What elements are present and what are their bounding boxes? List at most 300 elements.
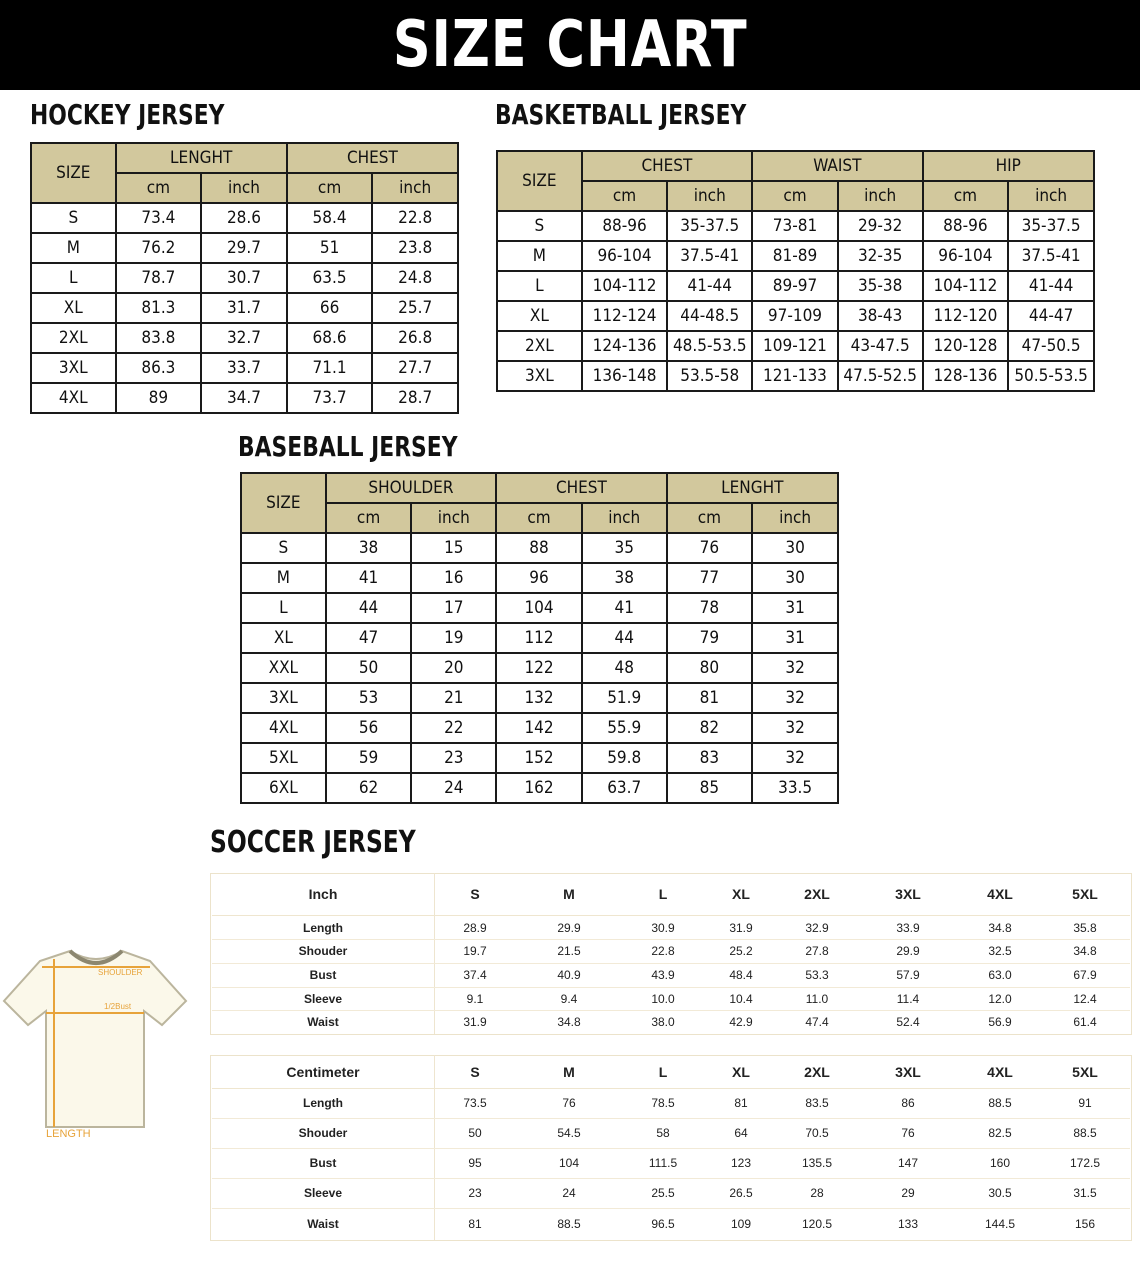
value-cell: 19.7 [463,944,487,958]
soccer-inch-header [212,873,1130,916]
value-cell: 122 [496,653,582,683]
value-cell: 86.3 [116,353,202,383]
value-cell: 30 [752,533,838,563]
value-cell: 12.4 [1073,991,1097,1006]
value-cell: 76.2 [116,233,202,263]
value-cell: 44-48.5 [667,301,752,331]
shoulder-label: SHOULDER [98,968,143,977]
value-cell: 30 [752,563,838,593]
value-cell: 34.8 [1073,944,1097,958]
size-header: SIZE [497,151,582,211]
value-cell: 41 [582,593,667,623]
value-cell: 30.7 [201,263,287,293]
value-cell: 34.8 [557,1015,581,1029]
value-cell: 44-47 [1008,301,1094,331]
value-cell: 78.7 [116,263,202,293]
value-cell: 20 [411,653,496,683]
unit-header: cm [496,503,582,533]
value-cell: 96.5 [651,1216,675,1231]
value-cell: 40.9 [557,968,581,982]
value-cell: 88 [496,533,582,563]
value-cell: 85 [667,773,753,803]
size-cell: 3XL [31,353,116,383]
value-cell: 29 [901,1186,915,1200]
table-row [212,939,1130,964]
table-row [212,1010,1130,1034]
value-cell: 132 [496,683,582,713]
value-cell: 28.9 [463,920,487,935]
value-cell: 104-112 [923,271,1009,301]
value-cell: 30.5 [988,1186,1012,1200]
value-cell: 37.4 [463,968,487,982]
value-cell: 32 [752,653,838,683]
value-cell: 44 [326,593,412,623]
measure-label: Shouder [298,944,348,958]
value-cell: 53.3 [805,968,829,982]
size-header: L [658,1063,668,1080]
value-cell: 172.5 [1069,1156,1101,1170]
value-cell: 47.5-52.5 [838,361,923,391]
size-cell: M [241,563,326,593]
length-label: LENGTH [46,1128,91,1140]
value-cell: 76 [901,1126,915,1140]
title-banner [0,0,1140,90]
value-cell: 82 [667,713,753,743]
value-cell: 70.5 [805,1126,829,1140]
table-row [241,653,838,683]
basketball-title: BASKETBALL JERSEY [495,98,747,131]
value-cell: 83.8 [116,323,202,353]
value-cell: 144.5 [984,1216,1016,1231]
value-cell: 76 [562,1096,576,1110]
hockey-table [30,142,459,414]
table-row [212,1088,1130,1119]
unit-header: inch [372,173,458,203]
value-cell: 41-44 [667,271,752,301]
value-cell: 31.5 [1073,1186,1097,1200]
value-cell: 133 [897,1216,919,1231]
value-cell: 61.4 [1073,1015,1097,1029]
value-cell: 24 [562,1186,576,1200]
measure-label: Waist [307,1216,339,1231]
value-cell: 97-109 [752,301,838,331]
value-cell: 35.8 [1073,920,1097,935]
value-cell: 81 [468,1216,482,1231]
table-row [31,383,458,413]
value-cell: 162 [496,773,582,803]
value-cell: 64 [734,1126,748,1140]
value-cell: 58 [656,1126,670,1140]
value-cell: 51 [287,233,373,263]
size-header: 2XL [804,886,830,902]
value-cell: 50 [326,653,412,683]
value-cell: 104-112 [582,271,668,301]
unit-header: cm [667,503,753,533]
size-header: 5XL [1072,886,1098,902]
size-header: SIZE [31,143,116,203]
measure-label: Length [303,1096,343,1110]
unit-header: inch [838,181,923,211]
value-cell: 66 [287,293,373,323]
value-cell: 9.1 [466,991,484,1006]
unit-header: cm [752,181,838,211]
value-cell: 32 [752,713,838,743]
table-row [497,301,1094,331]
size-header: L [658,886,668,902]
value-cell: 38 [582,563,667,593]
value-cell: 89 [116,383,202,413]
value-cell: 35-37.5 [667,211,752,241]
size-cell: L [31,263,116,293]
table-row [212,1178,1130,1209]
value-cell: 35-38 [838,271,923,301]
value-cell: 38 [326,533,412,563]
value-cell: 25.7 [372,293,458,323]
value-cell: 43.9 [651,968,675,982]
value-cell: 32.5 [988,944,1012,958]
value-cell: 54.5 [557,1126,581,1140]
value-cell: 15 [411,533,496,563]
value-cell: 27.7 [372,353,458,383]
value-cell: 22.8 [372,203,458,233]
value-cell: 48.4 [729,968,753,982]
value-cell: 33.7 [201,353,287,383]
value-cell: 30.9 [651,920,675,935]
value-cell: 29.9 [557,920,581,935]
value-cell: 33.9 [896,920,920,935]
value-cell: 111.5 [648,1156,678,1170]
value-cell: 160 [989,1156,1011,1170]
value-cell: 147 [897,1156,919,1170]
value-cell: 41 [326,563,412,593]
value-cell: 77 [667,563,753,593]
value-cell: 142 [496,713,582,743]
value-cell: 37.5-41 [1008,241,1094,271]
size-header: M [563,1063,575,1080]
value-cell: 26.5 [729,1186,753,1200]
value-cell: 17 [411,593,496,623]
size-header: 4XL [987,1063,1013,1080]
value-cell: 35 [582,533,667,563]
table-row [31,233,458,263]
value-cell: 32 [752,743,838,773]
unit-header: inch [667,181,752,211]
size-cell: L [241,593,326,623]
size-header: S [470,886,480,902]
size-cell: S [497,211,582,241]
value-cell: 28.7 [372,383,458,413]
value-cell: 56 [326,713,412,743]
value-cell: 35-37.5 [1008,211,1094,241]
value-cell: 81-89 [752,241,838,271]
measure-label: Length [303,920,343,935]
value-cell: 73.7 [287,383,373,413]
group-header: CHEST [287,143,458,173]
size-cell: 4XL [241,713,326,743]
value-cell: 47-50.5 [1008,331,1094,361]
size-cell: 4XL [31,383,116,413]
group-header: LENGHT [116,143,287,173]
table-row [497,241,1094,271]
value-cell: 136-148 [582,361,668,391]
value-cell: 29.9 [896,944,920,958]
value-cell: 121-133 [752,361,838,391]
value-cell: 12.0 [988,991,1012,1006]
measure-label: Shouder [298,1126,348,1140]
table-row [241,563,838,593]
unit-header: inch [1008,181,1094,211]
size-header: 3XL [895,1063,921,1080]
value-cell: 96-104 [582,241,668,271]
size-header: XL [732,1063,750,1080]
size-cell: 3XL [497,361,582,391]
value-cell: 38-43 [838,301,923,331]
value-cell: 73.5 [463,1096,487,1110]
table-row [241,623,838,653]
value-cell: 50.5-53.5 [1008,361,1094,391]
value-cell: 19 [411,623,496,653]
value-cell: 63.0 [988,968,1012,982]
table-row [241,533,838,563]
value-cell: 24 [411,773,496,803]
unit-header: inch [201,173,287,203]
value-cell: 22.8 [651,944,675,958]
size-cell: 6XL [241,773,326,803]
value-cell: 31 [752,593,838,623]
value-cell: 135.5 [801,1156,833,1170]
table-row [31,263,458,293]
value-cell: 120-128 [923,331,1009,361]
value-cell: 96 [496,563,582,593]
value-cell: 86 [901,1096,915,1110]
baseball-title: BASEBALL JERSEY [238,430,458,463]
value-cell: 29.7 [201,233,287,263]
group-header: LENGHT [667,473,838,503]
value-cell: 9.4 [560,991,578,1006]
value-cell: 63.7 [582,773,667,803]
unit-header: cm [582,181,668,211]
value-cell: 25.2 [729,944,753,958]
value-cell: 23.8 [372,233,458,263]
value-cell: 79 [667,623,753,653]
measure-label: Sleeve [303,991,343,1006]
tshirt-diagram [0,945,192,1145]
size-header: 4XL [987,886,1013,902]
size-header: M [563,886,575,902]
size-cell: L [497,271,582,301]
unit-header: cm [326,503,412,533]
value-cell: 23 [411,743,496,773]
size-cell: S [31,203,116,233]
value-cell: 58.4 [287,203,373,233]
value-cell: 59.8 [582,743,667,773]
size-cell: 2XL [497,331,582,361]
table-row [212,963,1130,988]
table-row [241,593,838,623]
value-cell: 82.5 [988,1126,1012,1140]
value-cell: 63.5 [287,263,373,293]
value-cell: 43-47.5 [838,331,923,361]
group-header: CHEST [582,151,752,181]
table-row [212,987,1130,1011]
page-title: SIZE CHART [392,8,748,82]
table-row [31,293,458,323]
size-cell: XXL [241,653,326,683]
value-cell: 128-136 [923,361,1009,391]
value-cell: 91 [1078,1096,1092,1110]
value-cell: 38.0 [651,1015,675,1029]
value-cell: 62 [326,773,412,803]
bust-label: 1/2Bust [104,1002,132,1011]
measure-label: Sleeve [303,1186,343,1200]
value-cell: 112-120 [923,301,1009,331]
value-cell: 11.0 [805,991,829,1006]
value-cell: 47.4 [805,1015,829,1029]
value-cell: 52.4 [896,1015,920,1029]
value-cell: 32 [752,683,838,713]
unit-header: Centimeter [286,1063,360,1080]
unit-header: cm [923,181,1009,211]
size-header: 3XL [895,886,921,902]
value-cell: 31 [752,623,838,653]
size-header: 2XL [804,1063,830,1080]
value-cell: 28 [810,1186,824,1200]
value-cell: 22 [411,713,496,743]
value-cell: 50 [468,1126,482,1140]
group-header: CHEST [496,473,666,503]
value-cell: 104 [496,593,582,623]
value-cell: 21 [411,683,496,713]
table-row [31,203,458,233]
value-cell: 31.7 [201,293,287,323]
value-cell: 152 [496,743,582,773]
basketball-table [496,150,1095,392]
value-cell: 81 [734,1096,748,1110]
value-cell: 34.7 [201,383,287,413]
value-cell: 112-124 [582,301,668,331]
value-cell: 42.9 [729,1015,753,1029]
value-cell: 33.5 [752,773,838,803]
soccer-cm-header [212,1055,1130,1089]
value-cell: 96-104 [923,241,1009,271]
value-cell: 88-96 [582,211,668,241]
value-cell: 53.5-58 [667,361,752,391]
unit-header: inch [752,503,838,533]
value-cell: 44 [582,623,667,653]
value-cell: 89-97 [752,271,838,301]
table-row [212,1118,1130,1149]
size-cell: XL [497,301,582,331]
value-cell: 73-81 [752,211,838,241]
measure-label: Waist [307,1015,339,1029]
value-cell: 83 [667,743,753,773]
value-cell: 29-32 [838,211,923,241]
value-cell: 120.5 [801,1216,833,1231]
table-row [241,713,838,743]
group-header: WAIST [752,151,922,181]
size-cell: XL [241,623,326,653]
value-cell: 24.8 [372,263,458,293]
value-cell: 88.5 [988,1096,1012,1110]
size-cell: S [241,533,326,563]
value-cell: 10.4 [729,991,753,1006]
size-cell: M [497,241,582,271]
value-cell: 109-121 [752,331,838,361]
value-cell: 109 [730,1216,752,1231]
value-cell: 76 [667,533,753,563]
value-cell: 88.5 [557,1216,581,1231]
value-cell: 78.5 [651,1096,675,1110]
tshirt-outline-icon [4,951,186,1127]
group-header: SHOULDER [326,473,497,503]
table-row [497,331,1094,361]
table-row [241,683,838,713]
value-cell: 31.9 [729,920,753,935]
size-cell: M [31,233,116,263]
value-cell: 16 [411,563,496,593]
table-row [497,361,1094,391]
value-cell: 57.9 [896,968,920,982]
value-cell: 37.5-41 [667,241,752,271]
value-cell: 28.6 [201,203,287,233]
unit-header: cm [287,173,373,203]
unit-header: inch [411,503,496,533]
value-cell: 88-96 [923,211,1009,241]
value-cell: 31.9 [463,1015,487,1029]
table-row [212,916,1130,940]
value-cell: 26.8 [372,323,458,353]
value-cell: 47 [326,623,412,653]
value-cell: 56.9 [988,1015,1012,1029]
value-cell: 80 [667,653,753,683]
value-cell: 23 [468,1186,482,1200]
value-cell: 67.9 [1073,968,1097,982]
table-row [31,353,458,383]
value-cell: 21.5 [557,944,581,958]
value-cell: 32.7 [201,323,287,353]
unit-header: inch [582,503,667,533]
hockey-title: HOCKEY JERSEY [30,98,225,131]
value-cell: 27.8 [805,944,829,958]
value-cell: 83.5 [805,1096,829,1110]
value-cell: 32-35 [838,241,923,271]
size-header: SIZE [241,473,326,533]
value-cell: 48.5-53.5 [667,331,752,361]
value-cell: 25.5 [651,1186,675,1200]
value-cell: 78 [667,593,753,623]
table-row [241,743,838,773]
value-cell: 73.4 [116,203,202,233]
unit-header: cm [116,173,202,203]
table-row [31,323,458,353]
table-row [212,1208,1130,1239]
size-cell: 3XL [241,683,326,713]
size-cell: 2XL [31,323,116,353]
baseball-table [240,472,839,804]
size-cell: XL [31,293,116,323]
value-cell: 81.3 [116,293,202,323]
measure-label: Bust [309,968,337,982]
value-cell: 68.6 [287,323,373,353]
measure-label: Bust [309,1156,337,1170]
value-cell: 51.9 [582,683,667,713]
soccer-title: SOCCER JERSEY [210,825,416,860]
value-cell: 81 [667,683,753,713]
value-cell: 123 [730,1156,752,1170]
value-cell: 112 [496,623,582,653]
table-row [497,211,1094,241]
size-header: XL [732,886,750,902]
